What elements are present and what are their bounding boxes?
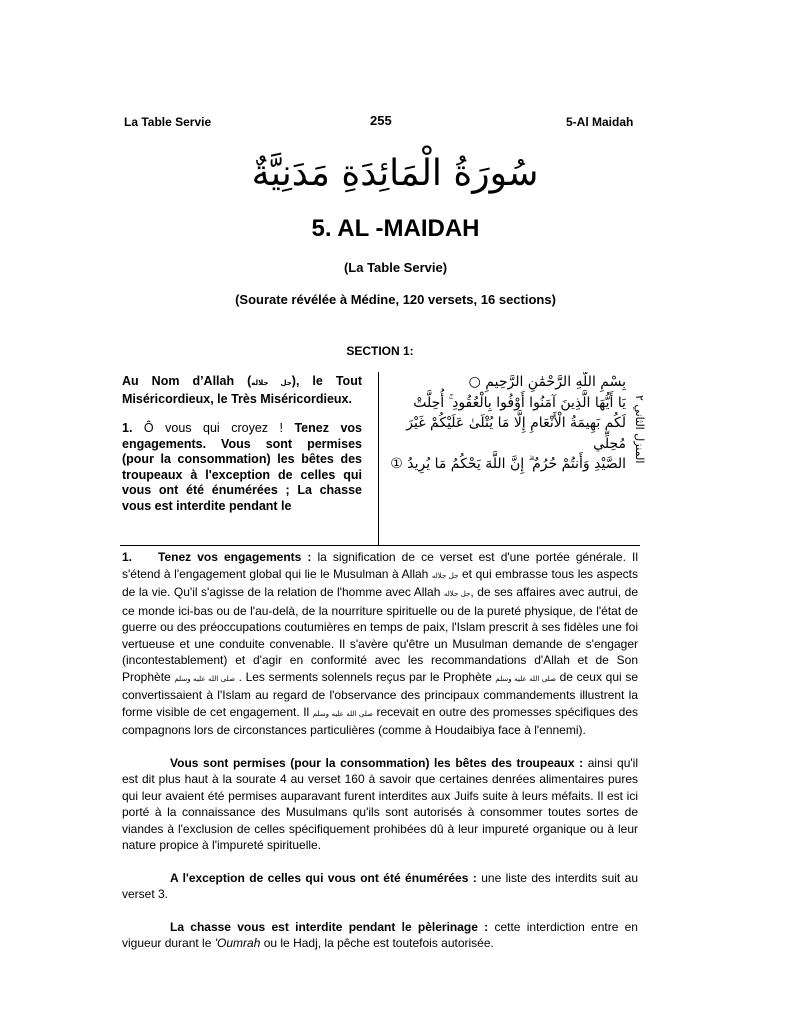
text: 'Oumrah [214,936,261,950]
arabic-line: لَكُم بَهِيمَةُ الْأَنْعَامِ إِلَّا مَا يُتْلَىٰ عَلَيْكُمْ غَيْرَ مُحِلِّي [406,415,626,452]
footnote-divider [120,545,640,546]
basmala-translation [122,374,362,407]
text: Tenez vos engagements. Vous sont permises (pour la consommation) les bêtes des troupeaux à l'exception de celles qui vous ont été énumérées ; La chasse vous est interdite pendant le [122,421,362,513]
note-heading: La chasse vous est interdite pendant le pèlerinage : [170,919,489,934]
honorific: جل جلاله [251,379,292,387]
surah-title: 5. AL -MAIDAH [311,215,480,242]
manzil-marker: المنزل الثاني ٢ [633,395,646,464]
commentary [122,549,638,968]
text: recevait en outre des promesses spécifiques des compagnons lors de circonstances particulières (comme à Houdaibiya face à l'ennemi). [122,704,638,737]
surah-subtitle: (La Table Servie) [343,260,448,275]
column-divider [378,372,379,546]
note-1 [122,549,638,739]
page-number: 255 [370,113,392,128]
text: Au Nom d’Allah ( [122,374,252,388]
text: . Les serments solennels reçus par le Prophète [234,669,496,684]
text: de ceux qui se convertissaient à l'Islam au regard de l'observance des principaux commandements illustrent la forme visible de cet engagement. Il [122,669,639,719]
text: Ô vous qui croyez ! [132,421,295,435]
note-heading: A l'exception de celles qui vous ont été énumérées : [170,870,477,885]
note-number: 1. [122,550,133,564]
arabic-line: بِسْمِ اللَّهِ الرَّحْمَٰنِ الرَّحِيمِ ○ [468,374,626,390]
verse-number: 1. [122,421,133,435]
translation-column [122,374,362,528]
section-heading: SECTION 1: [346,344,414,358]
running-header-right: 5-Al Maidah [566,115,634,129]
arabic-verse [390,372,626,544]
note-heading: Vous sont permises (pour la consommation) les bêtes des troupeaux : [170,755,584,770]
text: une liste des interdits suit au verset 3. [122,870,638,901]
note-2 [122,755,638,854]
text: la signification de ce verset est d'une portée générale. Il s'étend à l'engagement global qui lie le Musulman à Allah [122,550,638,581]
note-heading: Tenez vos engagements : [158,550,312,564]
text: ), le Tout Miséricordieux, le Très Miséricordieux. [122,374,362,406]
note-3 [122,870,638,903]
honorific: صلى الله عليه وسلم [312,709,373,718]
text: , de ses affaires avec autrui, de ce monde ici-bas ou de l'au-delà, de la nourriture spirituelle ou de la pureté physique, de l'état de guerre ou des préoccupations coutumières en temps de paix, l'Islam prescrit à ses fidèles une foi vertueuse et une conduite convenable. Il s'avère qu'être un Musulman demande de s'engager (incontestablement) et d'agir en conformité avec les recommandations d'Allah et de Son Prophète [122,585,639,684]
honorific: صلى الله عليه وسلم [495,674,556,683]
note-4 [122,919,638,952]
text: ou le Hadj, la pêche est toutefois autorisée. [260,936,494,950]
honorific: صلى الله عليه وسلم [174,674,235,683]
text: cette interdiction entre en vigueur durant le [122,919,638,950]
verse-1-translation [122,421,362,514]
arabic-line: يَا أَيُّهَا الَّذِينَ آمَنُوا أَوْفُوا بِالْعُقُودِ ۚ أُحِلَّتْ [413,394,626,411]
text: et qui embrasse tous les aspects de la vie. Qu'il s'agisse de la relation de l'homme avec Allah [122,566,638,599]
honorific: جل جلاله [431,571,459,580]
honorific: جل جلاله [443,590,471,598]
running-header-left: La Table Servie [124,115,212,129]
surah-calligraphy: سُورَةُ الْمَائِدَةِ مَدَنِيَّةٌ [251,153,539,194]
text: ainsi qu'il est dit plus haut à la sourate 4 au verset 160 à savoir que certaines denrées alimentaires pures qui leur avaient été permises auparavant furent interdites aux Juifs suite à leurs méfaits. Il est ici porté à la connaissance des Musulmans qu'ils sont autorisés à consommer toutes sortes de viandes à l'exclusion de celles spécifiquement prohibées dû à leur impureté organique ou à leur nature propice à l'impureté spirituelle. [122,755,638,852]
arabic-line: الصَّيْدِ وَأَنتُمْ حُرُمٌ ۗ إِنَّ اللَّهَ يَحْكُمُ مَا يُرِيدُ ① [390,456,626,472]
revelation-info: (Sourate révélée à Médine, 120 versets, 16 sections) [235,292,556,307]
